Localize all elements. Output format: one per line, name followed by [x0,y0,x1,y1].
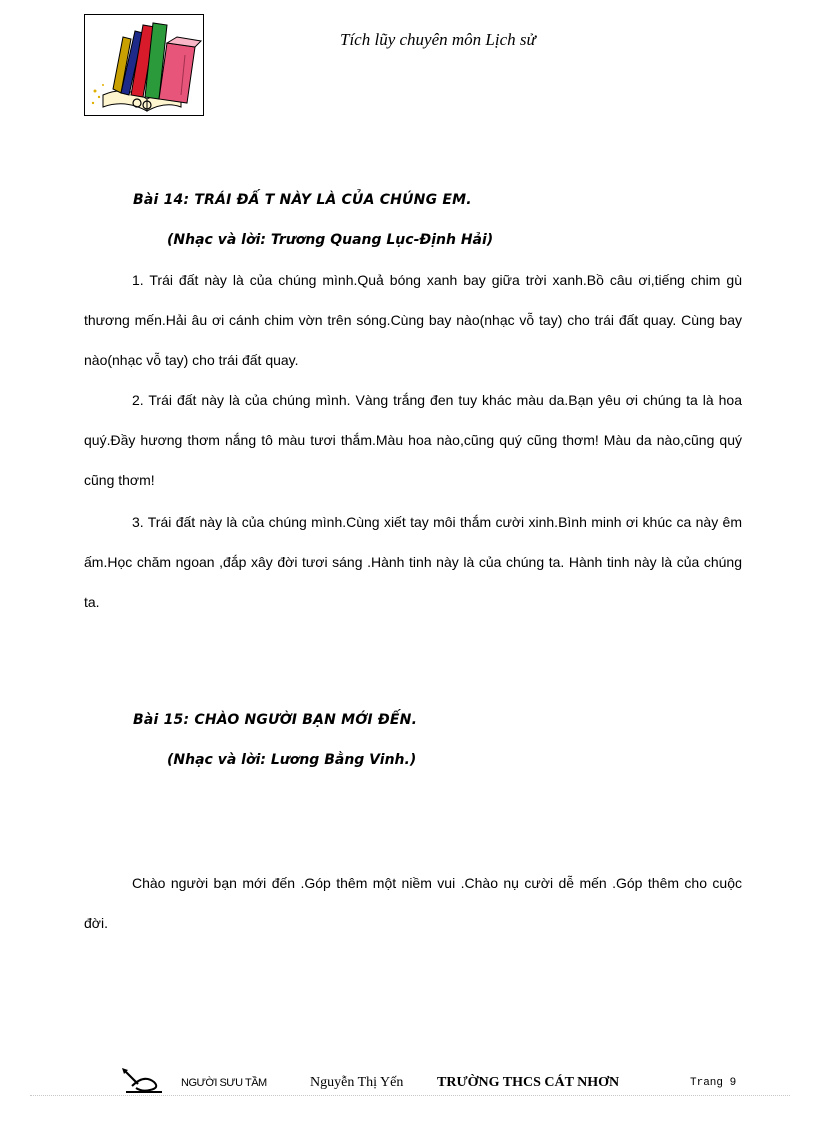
song-15-verse: Chào người bạn mới đến .Góp thêm một niềm vui .Chào nụ cười dễ mến .Góp thêm cho cuộc đời. [84,875,742,931]
school-name: TRƯỜNG THCS CÁT NHƠN [437,1075,620,1090]
song-14-verse-3: 3. Trái đất này là của chúng mình.Cùng xiết tay môi thắm cười xinh.Bình minh ơi khúc ca này êm ấm.Học chăm ngoan ,đắp xây đời tươi sáng .Hành tinh này là của chúng ta. Hành tinh này là của chúng ta. [84,514,742,610]
bottom-divider [30,1095,790,1096]
song-14-verse-2: 2. Trái đất này là của chúng mình. Vàng trắng đen tuy khác màu da.Bạn yêu ơi chúng ta là hoa quý.Đầy hương thơm nắng tô màu tươi thắm.Màu hoa nào,cũng quý cũng thơm! Màu da nào,cũng quý cũng thơm! [84,392,742,488]
song-14-verse-1: 1. Trái đất này là của chúng mình.Quả bóng xanh bay giữa trời xanh.Bồ câu ơi,tiếng chim gù thương mến.Hải âu ơi cánh chim vờn trên sóng.Cùng bay nào(nhạc vỗ tay) cho trái đất quay. Cùng bay nào(nhạc vỗ tay) cho trái đất quay. [84,272,742,368]
header-title: Tích lũy chuyên môn Lịch sử [340,30,536,49]
song-15-credit: (Nhạc và lời: Lương Bằng Vinh.) [167,752,417,768]
page-number: Trang 9 [690,1077,737,1089]
author-name: Nguyễn Thị Yến [310,1075,404,1090]
books-logo [84,14,204,116]
page-footer [0,1066,816,1096]
books-icon [85,15,203,115]
collector-label: NGƯỜI SƯU TẦM [181,1077,267,1089]
pen-writing-icon [120,1066,164,1094]
song-15-title: Bài 15: CHÀO NGƯỜI BẠN MỚI ĐẾN. [133,712,418,728]
song-14-title: Bài 14: TRÁI ĐẤ T NÀY LÀ CỦA CHÚNG EM. [133,192,472,208]
song-14-credit: (Nhạc và lời: Trương Quang Lục-Định Hải) [167,232,494,248]
